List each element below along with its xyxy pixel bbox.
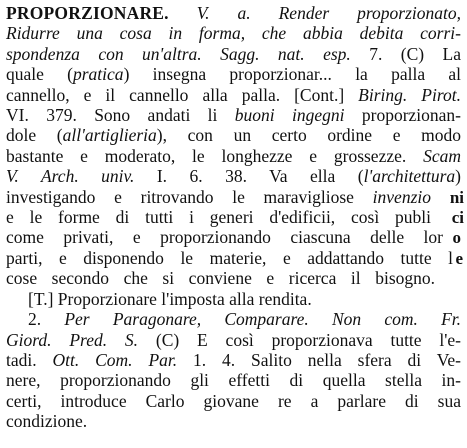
entry-line-3: spondenza con un'altra. Sagg. nat. esp. 7. (C) La — [6, 43, 461, 64]
source-citation: spondenza con un'altra. Sagg. nat. esp. — [6, 43, 351, 64]
entry-line-10: investigando e ritrovando le maravigliose invenzio — [6, 186, 431, 207]
entry-line-17: Giord. Pred. S. (C) E così proporzionava tutte l'e- — [6, 329, 461, 350]
entry-line-6: VI. 379. Sono andati li buoni ingegni proporzionan- — [6, 105, 461, 126]
entry-line-5: cannello, e il cannello alla palla. [Cont.] Biring. Pirot. — [6, 84, 461, 105]
source-citation: Giord. Pred. S. — [6, 329, 139, 350]
margin-note: ci — [451, 208, 464, 227]
source-citation: Ott. Com. Par. — [52, 349, 178, 370]
margin-note: ni — [449, 188, 464, 207]
entry-line-20: certi, introduce Carlo giovane re a parlare di sua — [6, 390, 461, 411]
source-citation: Biring. Pirot. — [358, 84, 461, 105]
entry-line-15: [T.] Proporzionare l'imposta alla rendita. — [28, 288, 312, 309]
entry-line-18: tadi. Ott. Com. Par. 1. 4. Salito nella sfera di Ve- — [6, 349, 461, 370]
margin-note: e — [455, 249, 463, 268]
entry-line-12: come privati, e proporzionando ciascuna delle lor — [6, 227, 443, 248]
grammar-label: V. a. Render proporzionato, — [196, 3, 462, 23]
margin-note: o — [452, 228, 461, 247]
entry-line-11: e le forme di tutti i generi d'edificii, così publi — [6, 207, 431, 228]
entry-line-4: quale (pratica) insegna proporzionar... la palla al — [6, 64, 461, 85]
entry-line-21: condizione. — [6, 411, 88, 432]
entry-line-16: 2. Per Paragonare, Comparare. Non com. Fr. — [28, 309, 462, 330]
source-citation: V. Arch. univ. — [6, 166, 135, 187]
entry-line-19: nere, proporzionando gli effetti di quella stella in- — [6, 370, 461, 391]
entry-line-8: bastante e moderato, le longhezze e grossezze. Scam — [6, 145, 461, 166]
entry-line-9: V. Arch. univ. I. 6. 38. Va ella (l'architettura) — [6, 166, 461, 187]
entry-line-14: cose secondo che si conviene e ricerca il bisogno. — [6, 268, 435, 289]
sense-number: 2. — [28, 309, 65, 330]
headword: PROPORZIONARE. — [6, 3, 169, 23]
entry-line-7: dole (all'artiglieria), con un certo ordine e modo — [6, 125, 462, 146]
source-citation: Scam — [423, 145, 461, 166]
entry-line-2: Ridurre una cosa in forma, che abbia debita corri- — [6, 23, 461, 44]
entry-line-1 — [6, 3, 461, 23]
entry-line-13: parti, e disponendo le materie, e addattando tutte l — [6, 247, 453, 268]
